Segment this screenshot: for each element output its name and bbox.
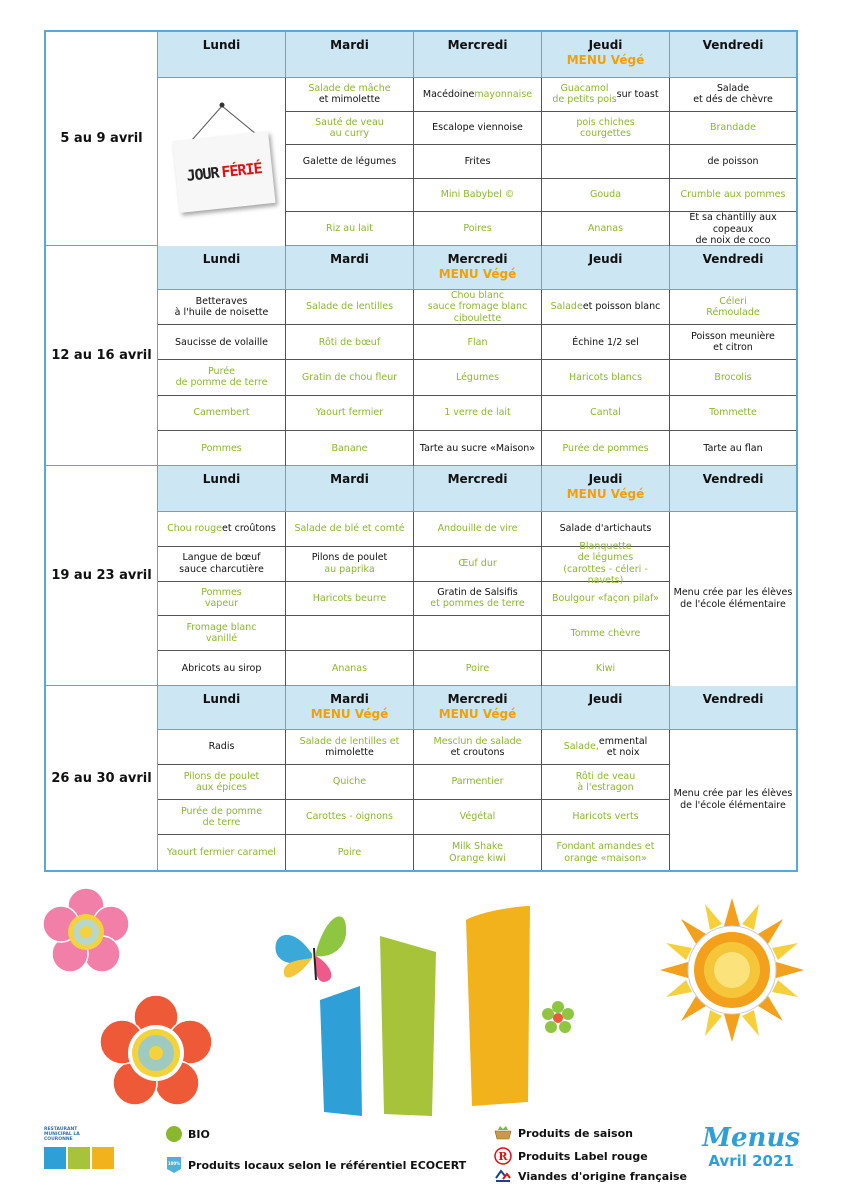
vege-badge: MENU Végé <box>310 707 389 721</box>
jour-ferie-panel <box>158 78 286 246</box>
legend-local: 100% Produits locaux selon le référentiel ECOCERT <box>166 1156 466 1174</box>
menu-item: Sauté de veau au curry <box>286 112 414 145</box>
day-header-row <box>158 686 796 730</box>
day-header: Mercredi <box>414 466 542 511</box>
logo: RESTAURANT MUNICIPAL LA COURONNE <box>44 1128 122 1172</box>
menu-item: Langue de bœuf sauce charcutière <box>158 547 286 581</box>
day-header: Vendredi <box>702 472 764 486</box>
day-header: Vendredi <box>702 252 764 266</box>
menu-item: Yaourt fermier caramel <box>158 835 286 870</box>
menu-item: Escalope viennoise <box>414 112 542 145</box>
jour-ferie-sign: JOUR FÉRIÉ <box>172 131 275 213</box>
menu-row <box>158 290 796 325</box>
menu-item: Radis <box>158 730 286 764</box>
menu-row <box>158 325 796 360</box>
menu-item: de poisson <box>707 155 759 167</box>
svg-text:R: R <box>498 1150 508 1163</box>
week-label: 12 au 16 avril <box>46 246 158 465</box>
menu-item: Céleri Rémoulade <box>706 295 760 319</box>
label-rouge-icon <box>494 1147 512 1165</box>
day-header: Vendredi <box>702 692 764 706</box>
menu-item: Tarte au flan <box>703 442 763 454</box>
day-header: Jeudi MENU Végé <box>542 466 670 511</box>
day-header: Mercredi MENU Végé <box>414 686 542 729</box>
day-header: Mardi <box>286 466 414 511</box>
menu-item: Pilons de poulet aux épices <box>158 765 286 799</box>
menu-item: Salade de lentilles et mimolette <box>286 730 414 764</box>
menu-item: Fromage blanc vanillé <box>158 616 286 650</box>
menu-item: Végétal <box>414 800 542 834</box>
week-block <box>46 466 796 686</box>
menu-item: Poires <box>414 212 542 246</box>
menu-item: Mini Babybel © <box>414 179 542 212</box>
menu-table <box>44 30 798 872</box>
day-header-row <box>158 32 796 78</box>
day-header: Vendredi <box>702 38 764 52</box>
vege-badge: MENU Végé <box>566 487 645 501</box>
logo-blue-block-icon <box>44 1147 66 1169</box>
basket-icon <box>494 1126 512 1140</box>
vege-badge: MENU Végé <box>438 267 517 281</box>
menu-item: Quiche <box>286 765 414 799</box>
day-header: Jeudi <box>542 246 670 289</box>
day-header: Lundi <box>158 32 286 77</box>
day-header-row <box>158 246 796 290</box>
menu-item: Purée de pommes <box>542 431 670 466</box>
menu-item: pois chiches courgettes <box>542 112 670 145</box>
menu-item: Légumes <box>414 360 542 394</box>
menu-row <box>158 431 796 466</box>
menu-item: Poisson meunière et citron <box>691 330 775 354</box>
menu-item: Brandade <box>710 122 756 134</box>
day-header: Jeudi MENU Végé <box>542 32 670 77</box>
menu-item: Andouille de vire <box>414 512 542 546</box>
menu-item: Chou rouge et croûtons <box>158 512 286 546</box>
local-product-icon <box>166 1156 182 1174</box>
menu-item: Échine 1/2 sel <box>542 325 670 359</box>
week-block <box>46 32 796 246</box>
menu-item: Salade d'artichauts <box>542 512 670 546</box>
menu-item: 1 verre de lait <box>414 396 542 430</box>
title-sub: Avril 2021 <box>708 1152 794 1170</box>
orange-flower-icon <box>100 995 212 1105</box>
friday-note: Menu crée par les élèves de l'école élémentaire <box>670 512 796 686</box>
day-header: Lundi <box>158 246 286 289</box>
menu-item: Guacamol de petits pois sur toast <box>542 78 670 111</box>
blue-bar-icon <box>320 986 362 1116</box>
menu-item: Pommes <box>158 431 286 466</box>
day-header: Jeudi <box>542 686 670 729</box>
menu-item: Ananas <box>542 212 670 246</box>
menu-item: Rôti de bœuf <box>286 325 414 359</box>
menu-item: Frites <box>414 145 542 178</box>
yellow-bar-icon <box>466 906 530 1106</box>
french-meat-icon <box>494 1168 512 1184</box>
day-header: Lundi <box>158 466 286 511</box>
menu-item: Salade et dés de chèvre <box>693 82 773 106</box>
day-header: Lundi <box>158 686 286 729</box>
menu-item: Haricots blancs <box>542 360 670 394</box>
menu-row <box>158 360 796 395</box>
day-header-row <box>158 466 796 512</box>
menu-item: Parmentier <box>414 765 542 799</box>
menu-item: Mesclun de salade et croutons <box>414 730 542 764</box>
menu-item: Tomme chèvre <box>542 616 670 650</box>
week-label: 5 au 9 avril <box>46 32 158 245</box>
menu-item <box>542 145 670 178</box>
menu-item: Et sa chantilly aux copeaux de noix de coco <box>689 212 777 246</box>
pink-flower-icon <box>43 888 129 972</box>
menu-item: Flan <box>414 325 542 359</box>
menu-item: Haricots verts <box>542 800 670 834</box>
menu-item: Banane <box>286 431 414 466</box>
menu-item: Gratin de Salsifis et pommes de terre <box>414 582 542 616</box>
title-main: Menus <box>702 1123 800 1153</box>
logo-yellow-block-icon <box>92 1147 114 1169</box>
menu-item: Haricots beurre <box>286 582 414 616</box>
vege-badge: MENU Végé <box>438 707 517 721</box>
menu-item: Pilons de poulet au paprika <box>286 547 414 581</box>
day-header: Mardi <box>286 32 414 77</box>
menu-item: Macédoine mayonnaise <box>414 78 542 111</box>
menu-item: Rôti de veau à l'estragon <box>542 765 670 799</box>
day-header: Mercredi <box>414 32 542 77</box>
menu-item: Kiwi <box>542 651 670 686</box>
day-header: Mardi MENU Végé <box>286 686 414 729</box>
green-flower-icon <box>542 1001 574 1033</box>
menu-item: Œuf dur <box>414 547 542 581</box>
butterfly-icon <box>275 916 346 982</box>
green-bar-icon <box>380 936 436 1116</box>
decorations <box>0 880 842 1120</box>
menu-item: Brocolis <box>714 371 752 383</box>
menu-item: Galette de légumes <box>286 145 414 178</box>
menu-item: Salade et poisson blanc <box>542 290 670 324</box>
menu-item <box>414 616 542 650</box>
menu-item: Saucisse de volaille <box>158 325 286 359</box>
week-block <box>46 246 796 466</box>
week-label: 26 au 30 avril <box>46 686 158 870</box>
friday-note: Menu crée par les élèves de l'école élémentaire <box>670 730 796 870</box>
sun-icon <box>660 898 804 1042</box>
menu-item: Boulgour «façon pilaf» <box>542 582 670 616</box>
menu-item: Pommes vapeur <box>158 582 286 616</box>
menu-item: Betteraves à l'huile de noisette <box>158 290 286 324</box>
menu-item: Poire <box>286 835 414 870</box>
bio-dot-icon <box>166 1126 182 1142</box>
menu-item: Chou blanc sauce fromage blanc ciboulette <box>414 290 542 324</box>
menu-item <box>286 616 414 650</box>
legend-saison: Produits de saison <box>494 1126 633 1140</box>
menu-item: Milk Shake Orange kiwi <box>414 835 542 870</box>
menu-row <box>158 396 796 431</box>
menu-item: Gouda <box>542 179 670 212</box>
menu-item: Ananas <box>286 651 414 686</box>
menu-item: Carottes - oignons <box>286 800 414 834</box>
menu-item: Yaourt fermier <box>286 396 414 430</box>
menu-item: Tommette <box>709 406 757 418</box>
menu-title <box>702 1124 800 1170</box>
menu-item: Camembert <box>158 396 286 430</box>
vege-badge: MENU Végé <box>566 53 645 67</box>
menu-item <box>286 179 414 212</box>
legend-bio: BIO <box>166 1126 210 1142</box>
week-label: 19 au 23 avril <box>46 466 158 685</box>
day-header: Mardi <box>286 246 414 289</box>
menu-item: Cantal <box>542 396 670 430</box>
menu-item: Salade de blé et comté <box>286 512 414 546</box>
menu-item: Salade de lentilles <box>286 290 414 324</box>
svg-text:100%: 100% <box>167 1161 181 1166</box>
menu-item: Gratin de chou fleur <box>286 360 414 394</box>
day-header: Mercredi MENU Végé <box>414 246 542 289</box>
menu-item: Purée de pomme de terre <box>158 360 286 394</box>
menu-item: Poire <box>414 651 542 686</box>
legend-label-rouge: R Produits Label rouge <box>494 1147 648 1165</box>
menu-item: Abricots au sirop <box>158 651 286 686</box>
menu-item: Blanquette de légumes (carottes - céleri - navets) <box>542 547 670 581</box>
menu-item: Riz au lait <box>286 212 414 246</box>
menu-item: Crumble aux pommes <box>680 189 786 201</box>
menu-item: Salade, emmental et noix <box>542 730 670 764</box>
menu-item: Purée de pomme de terre <box>158 800 286 834</box>
week-block <box>46 686 796 870</box>
logo-green-block-icon <box>68 1147 90 1169</box>
menu-item: Fondant amandes et orange «maison» <box>542 835 670 870</box>
menu-item: Tarte au sucre «Maison» <box>414 431 542 466</box>
menu-item: Salade de mâche et mimolette <box>286 78 414 111</box>
legend-viandes: Viandes d'origine française <box>494 1168 687 1184</box>
